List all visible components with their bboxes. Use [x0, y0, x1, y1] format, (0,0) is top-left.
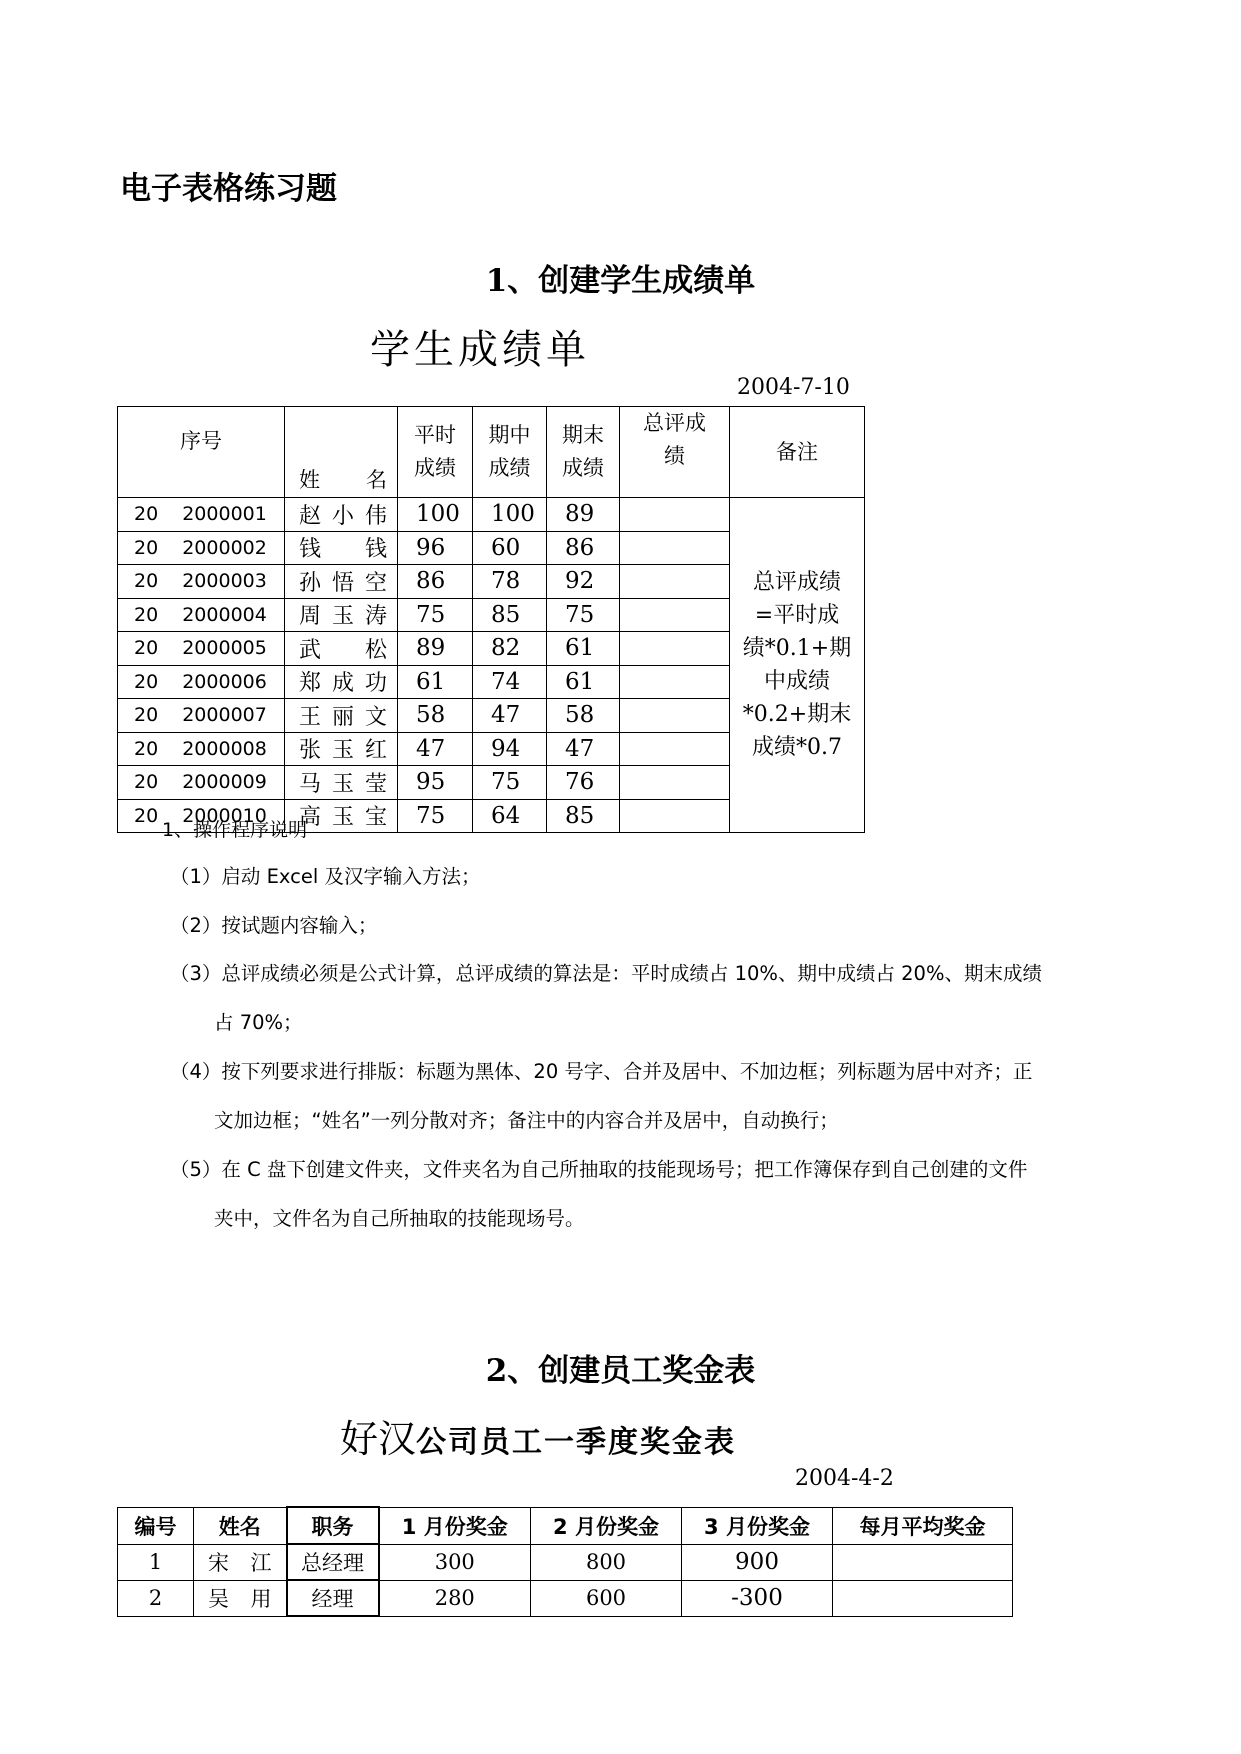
cell-id: 2	[118, 1580, 194, 1616]
cell-avg	[833, 1580, 1013, 1616]
header-name: 姓名	[285, 407, 398, 498]
cell-total	[620, 598, 730, 632]
cell-total	[620, 766, 730, 800]
cell-name: 武松	[285, 632, 398, 666]
instruction-step-4: （4）按下列要求进行排版：标题为黑体、20 号字、合并及居中、不加边框；列标题为居中对齐；正 文加边框；“姓名”一列分散对齐；备注中的内容合并及居中，自动换行；	[170, 1060, 1033, 1132]
cell-total	[620, 498, 730, 532]
cell-no: 20 2000010	[118, 799, 285, 833]
cell-mid: 47	[473, 699, 547, 733]
cell-no: 20 2000006	[118, 665, 285, 699]
cell-mid: 60	[473, 531, 547, 565]
cell-final: 85	[547, 799, 620, 833]
table-row	[118, 1544, 1013, 1580]
table-row	[118, 498, 865, 532]
cell-name: 马玉莹	[285, 766, 398, 800]
cell-total	[620, 531, 730, 565]
cell-usual: 58	[398, 699, 473, 733]
cell-avg	[833, 1544, 1013, 1580]
cell-usual: 75	[398, 598, 473, 632]
instruction-step-1: （1）启动 Excel 及汉字输入方法；	[170, 865, 481, 888]
cell-no: 20 2000009	[118, 766, 285, 800]
cell-name: 钱钱	[285, 531, 398, 565]
cell-final: 89	[547, 498, 620, 532]
cell-m3: 900	[682, 1544, 833, 1580]
header-m1: 1 月份奖金	[379, 1507, 531, 1544]
section2-heading: 2、创建员工奖金表	[485, 1353, 756, 1389]
cell-mid: 100	[473, 498, 547, 532]
cell-usual: 47	[398, 732, 473, 766]
header-seq: 序号	[118, 407, 285, 498]
cell-name: 郑成功	[285, 665, 398, 699]
cell-mid: 75	[473, 766, 547, 800]
header-name: 姓名	[194, 1507, 287, 1544]
cell-usual: 95	[398, 766, 473, 800]
cell-name: 周玉涛	[285, 598, 398, 632]
cell-usual: 75	[398, 799, 473, 833]
note-cell: 总评成绩 =平时成 绩*0.1+期 中成绩 *0.2+期末 成绩*0.7	[730, 498, 865, 833]
header-note: 备注	[730, 407, 865, 498]
cell-total	[620, 799, 730, 833]
cell-no: 20 2000005	[118, 632, 285, 666]
cell-no: 20 2000007	[118, 699, 285, 733]
score-sheet-date: 2004-7-10	[737, 375, 850, 400]
cell-m3: -300	[682, 1580, 833, 1616]
cell-final: 61	[547, 665, 620, 699]
cell-no: 20 2000003	[118, 565, 285, 599]
cell-usual: 61	[398, 665, 473, 699]
header-id: 编号	[118, 1507, 194, 1544]
cell-total	[620, 632, 730, 666]
instruction-step-5: （5）在 C 盘下创建文件夹，文件夹名为自己所抽取的技能现场号；把工作簿保存到自己创建的文件 夹中，文件名为自己所抽取的技能现场号。	[170, 1158, 1028, 1230]
cell-mid: 78	[473, 565, 547, 599]
cell-total	[620, 699, 730, 733]
cell-total	[620, 732, 730, 766]
cell-name: 高玉宝	[285, 799, 398, 833]
cell-name: 王丽文	[285, 699, 398, 733]
cell-usual: 96	[398, 531, 473, 565]
cell-mid: 85	[473, 598, 547, 632]
cell-no: 20 2000001	[118, 498, 285, 532]
cell-final: 76	[547, 766, 620, 800]
header-job: 职务	[287, 1507, 379, 1544]
score-sheet-title: 学生成绩单	[370, 327, 590, 373]
cell-m1: 300	[379, 1544, 531, 1580]
cell-mid: 94	[473, 732, 547, 766]
bonus-sheet-title: 好汉公司员工一季度奖金表	[340, 1417, 737, 1461]
header-m3: 3 月份奖金	[682, 1507, 833, 1544]
cell-no: 20 2000008	[118, 732, 285, 766]
header-avg: 每月平均奖金	[833, 1507, 1013, 1544]
cell-name: 吴用	[194, 1580, 287, 1616]
cell-total	[620, 565, 730, 599]
cell-m1: 280	[379, 1580, 531, 1616]
cell-mid: 64	[473, 799, 547, 833]
cell-usual: 86	[398, 565, 473, 599]
cell-final: 58	[547, 699, 620, 733]
header-total: 总评成 绩	[620, 407, 730, 498]
cell-m2: 800	[531, 1544, 682, 1580]
cell-final: 75	[547, 598, 620, 632]
bonus-sheet-date: 2004-4-2	[795, 1466, 894, 1491]
cell-job: 总经理	[287, 1544, 379, 1580]
header-mid: 期中 成绩	[473, 407, 547, 498]
score-table	[117, 406, 865, 833]
cell-total	[620, 665, 730, 699]
header-usual: 平时 成绩	[398, 407, 473, 498]
table-row	[118, 1580, 1013, 1616]
cell-name: 赵小伟	[285, 498, 398, 532]
cell-m2: 600	[531, 1580, 682, 1616]
section1-heading: 1、创建学生成绩单	[485, 263, 756, 299]
header-final: 期末 成绩	[547, 407, 620, 498]
cell-final: 61	[547, 632, 620, 666]
cell-name: 宋江	[194, 1544, 287, 1580]
cell-name: 孙悟空	[285, 565, 398, 599]
document-title: 电子表格练习题	[120, 171, 337, 207]
header-m2: 2 月份奖金	[531, 1507, 682, 1544]
cell-final: 86	[547, 531, 620, 565]
cell-usual: 89	[398, 632, 473, 666]
instruction-step-2: （2）按试题内容输入；	[170, 914, 378, 937]
cell-final: 47	[547, 732, 620, 766]
cell-usual: 100	[398, 498, 473, 532]
cell-name: 张玉红	[285, 732, 398, 766]
bonus-table	[117, 1506, 1013, 1617]
cell-no: 20 2000002	[118, 531, 285, 565]
cell-final: 92	[547, 565, 620, 599]
cell-mid: 82	[473, 632, 547, 666]
cell-id: 1	[118, 1544, 194, 1580]
cell-no: 20 2000004	[118, 598, 285, 632]
instruction-step-3: （3）总评成绩必须是公式计算，总评成绩的算法是：平时成绩占 10%、期中成绩占 20%、期末成绩 占 70%；	[170, 962, 1042, 1034]
cell-job: 经理	[287, 1580, 379, 1616]
cell-mid: 74	[473, 665, 547, 699]
instructions-title: 1、操作程序说明	[162, 819, 308, 841]
